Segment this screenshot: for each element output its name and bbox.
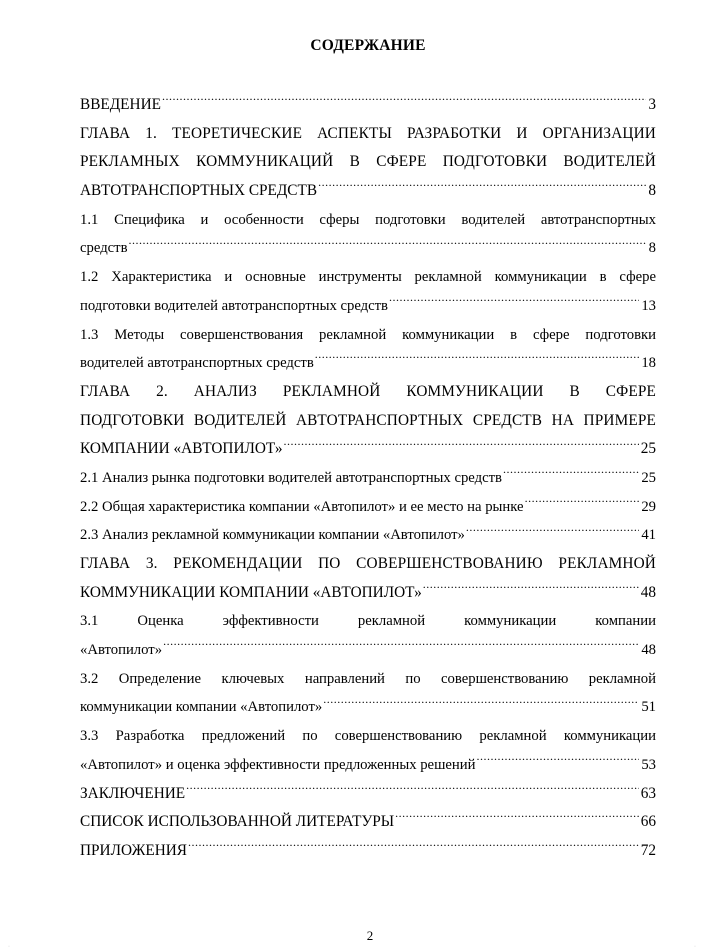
toc-entry-last-line: [80, 636, 656, 665]
toc-entry-text: ЗАКЛЮЧЕНИЕ: [80, 784, 186, 802]
toc-entry: [80, 722, 656, 779]
dot-leader: [525, 496, 640, 511]
toc-entry: [80, 780, 656, 809]
toc-entry: [80, 120, 656, 206]
toc-entry-text: АВТОТРАНСПОРТНЫХ СРЕДСТВ: [80, 182, 318, 200]
toc-page-number: 72: [640, 841, 656, 859]
toc-entry-last-line: [80, 91, 656, 120]
toc-entry-text: коммуникации компании «Автопилот»: [80, 699, 323, 716]
toc-entry-text: КОМПАНИИ «АВТОПИЛОТ»: [80, 440, 283, 458]
toc-entry-last-line: [80, 521, 656, 550]
toc-entry-line: ГЛАВА 3. РЕКОМЕНДАЦИИ ПО СОВЕРШЕНСТВОВАНИЮ РЕКЛАМНОЙ: [80, 555, 656, 572]
toc-entry: [80, 665, 656, 722]
dot-leader: [186, 782, 639, 797]
toc-entry-line: ГЛАВА 1. ТЕОРЕТИЧЕСКИЕ АСПЕКТЫ РАЗРАБОТКИ И ОРГАНИЗАЦИИ: [80, 124, 656, 142]
toc-entry: [80, 550, 656, 607]
toc-entry: [80, 493, 656, 522]
toc-entry-line: ГЛАВА 2. АНАЛИЗ РЕКЛАМНОЙ КОММУНИКАЦИИ В СФЕРЕ: [80, 382, 656, 400]
dot-leader: [163, 639, 639, 654]
toc-page-number: 63: [640, 784, 656, 802]
toc-entry-text: подготовки водителей автотранспортных средств: [80, 297, 388, 314]
toc-entry-last-line: [80, 292, 656, 321]
toc-entry-text: средств: [80, 240, 128, 257]
toc-entry-last-line: [80, 693, 656, 722]
page-number: 2: [366, 928, 374, 943]
toc-entry-line: 3.2 Определение ключевых направлений по совершенствованию рекламной: [80, 670, 656, 687]
toc-entry-last-line: [80, 349, 656, 378]
toc-entry-line: 1.2 Характеристика и основные инструменты рекламной коммуникации в сфере: [80, 269, 656, 286]
toc-entry-text: ВВЕДЕНИЕ: [80, 96, 161, 113]
toc-entry-last-line: [80, 751, 656, 780]
toc-entry-last-line: [80, 808, 656, 837]
dot-leader: [318, 180, 646, 195]
toc-entry: [80, 206, 656, 263]
dot-leader: [476, 754, 639, 769]
margin-mark: ·: [8, 944, 10, 950]
toc-entry-text: водителей автотранспортных средств: [80, 355, 314, 372]
toc-entry-last-line: [80, 493, 656, 522]
toc-entry-last-line: [80, 837, 656, 866]
toc-page-number: 3: [648, 96, 656, 113]
toc-entry: [80, 464, 656, 493]
toc-entry-text: 2.2 Общая характеристика компании «Автопилот» и ее место на рынке: [80, 498, 524, 515]
table-of-contents: [80, 91, 656, 866]
dot-leader: [423, 581, 639, 596]
dot-leader: [503, 467, 639, 482]
dot-leader: [466, 525, 639, 540]
dot-leader: [315, 353, 640, 368]
toc-entry: [80, 521, 656, 550]
toc-entry-text: 2.3 Анализ рекламной коммуникации компании «Автопилот»: [80, 527, 465, 544]
toc-entry-line: 1.1 Специфика и особенности сферы подготовки водителей автотранспортных: [80, 211, 656, 228]
toc-page-number: 18: [641, 355, 656, 372]
dot-leader: [188, 840, 639, 855]
toc-page-number: 25: [641, 469, 656, 486]
toc-page-number: 8: [648, 182, 656, 200]
toc-page-number: 8: [648, 240, 656, 257]
toc-entry-line: РЕКЛАМНЫХ КОММУНИКАЦИЙ В СФЕРЕ ПОДГОТОВКИ ВОДИТЕЛЕЙ: [80, 153, 656, 171]
toc-entry: [80, 91, 656, 120]
toc-entry-text: СПИСОК ИСПОЛЬЗОВАННОЙ ЛИТЕРАТУРЫ: [80, 813, 395, 831]
toc-entry-text: «Автопилот» и оценка эффективности предложенных решений: [80, 756, 476, 773]
toc-page-number: 41: [641, 527, 656, 544]
dot-leader: [323, 697, 639, 712]
toc-entry-last-line: [80, 177, 656, 206]
toc-entry-text: 2.1 Анализ рынка подготовки водителей автотранспортных средств: [80, 469, 502, 486]
margin-mark: ·: [694, 944, 696, 950]
toc-entry: [80, 837, 656, 866]
dot-leader: [129, 238, 647, 253]
toc-entry-last-line: [80, 579, 656, 608]
toc-entry: [80, 378, 656, 464]
toc-entry-last-line: [80, 464, 656, 493]
toc-entry-last-line: [80, 780, 656, 809]
page-title: СОДЕРЖАНИЕ: [310, 37, 426, 54]
toc-page-number: 25: [640, 440, 656, 458]
toc-entry-text: КОММУНИКАЦИИ КОМПАНИИ «АВТОПИЛОТ»: [80, 583, 422, 601]
toc-page-number: 29: [641, 498, 656, 515]
toc-entry-line: ПОДГОТОВКИ ВОДИТЕЛЕЙ АВТОТРАНСПОРТНЫХ СРЕДСТВ НА ПРИМЕРЕ: [80, 411, 656, 429]
dot-leader: [162, 94, 646, 109]
dot-leader: [284, 438, 639, 453]
toc-entry-text: «Автопилот»: [80, 642, 163, 659]
toc-entry-line: 3.3 Разработка предложений по совершенствованию рекламной коммуникации: [80, 728, 656, 745]
toc-page-number: 48: [641, 642, 656, 659]
toc-page-number: 13: [641, 297, 656, 314]
toc-entry: [80, 263, 656, 320]
toc-entry: [80, 808, 656, 837]
toc-page-number: 53: [641, 756, 656, 773]
toc-entry-line: 1.3 Методы совершенствования рекламной коммуникации в сфере подготовки: [80, 326, 656, 343]
toc-entry: [80, 321, 656, 378]
toc-page-number: 48: [640, 583, 656, 601]
toc-entry-last-line: [80, 234, 656, 263]
toc-entry: [80, 607, 656, 664]
toc-page-number: 66: [640, 813, 656, 831]
toc-entry-text: ПРИЛОЖЕНИЯ: [80, 841, 187, 859]
dot-leader: [395, 811, 639, 826]
toc-page-number: 51: [641, 699, 656, 716]
dot-leader: [389, 295, 639, 310]
toc-entry-last-line: [80, 435, 656, 464]
toc-entry-line: 3.1 Оценка эффективности рекламной коммуникации компании: [80, 613, 656, 630]
